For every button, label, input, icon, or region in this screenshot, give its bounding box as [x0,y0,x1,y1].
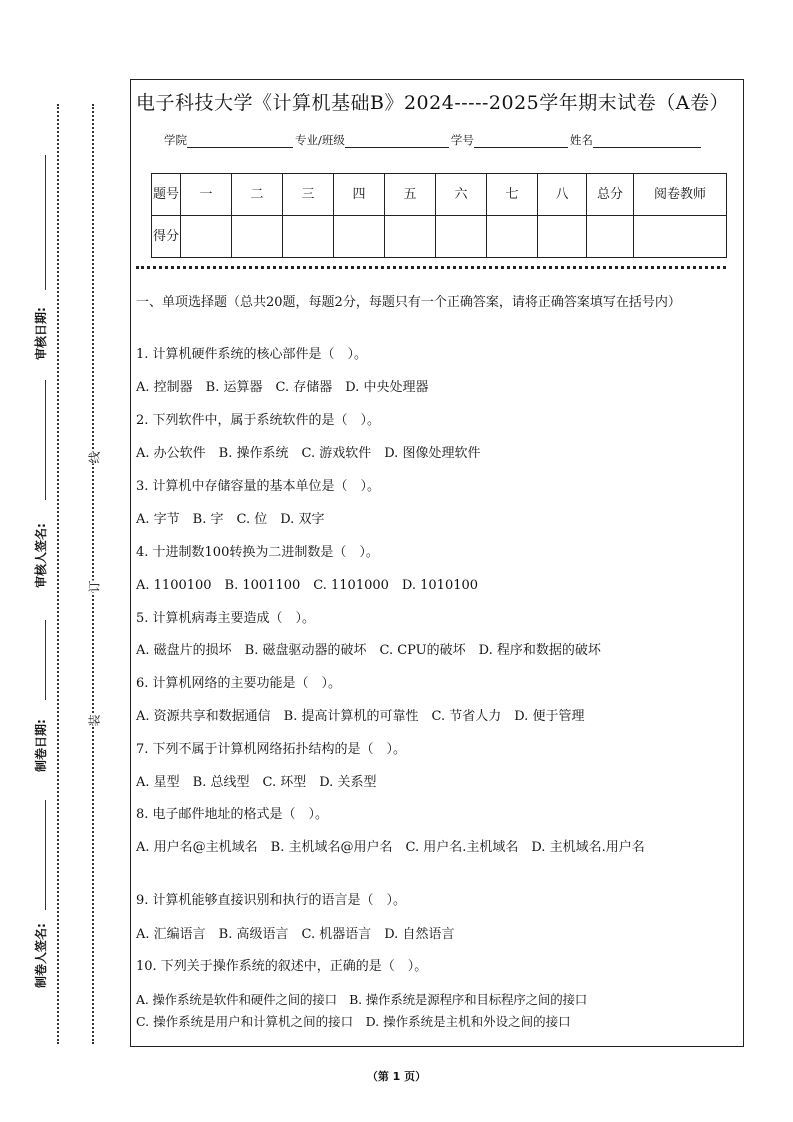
col-grader: 阅卷教师 [634,174,727,216]
col-1: 一 [181,174,232,216]
score-cell[interactable] [334,216,385,258]
student-id-label: 学号 [450,133,474,147]
options-4: A. 1100100 B. 1001100 C. 1101000 D. 1010100 [136,578,479,593]
section-heading: 一、单项选择题（总共20题，每题2分，每题只有一个正确答案，请将正确答案填写在括号内） [136,295,681,310]
score-cell[interactable] [232,216,283,258]
maker-signature-label: 制卷人签名: [34,923,48,988]
options-6: A. 资源共享和数据通信 B. 提高计算机的可靠性 C. 节省人力 D. 便于管理 [136,709,585,724]
col-6: 六 [436,174,487,216]
score-cell[interactable] [385,216,436,258]
question-3: 3. 计算机中存储容量的基本单位是（ ）。 [136,479,381,494]
major-class-label: 专业/班级 [295,133,345,147]
college-field[interactable] [187,133,293,148]
reviewer-date-line [45,155,46,290]
dotted-separator [136,266,726,269]
exam-title: 电子科技大学《计算机基础B》2024-----2025学年期末试卷（A卷） [136,92,729,114]
maker-date-line [45,620,46,700]
student-id-field[interactable] [474,133,568,148]
question-2: 2. 下列软件中，属于系统软件的是（ ）。 [136,413,381,428]
col-5: 五 [385,174,436,216]
margin-dotted-line-inner [92,104,94,1044]
col-7: 七 [487,174,538,216]
score-label: 得分 [152,216,181,258]
student-info-row [164,132,703,148]
question-8: 8. 电子邮件地址的格式是（ ）。 [136,807,329,822]
question-9: 9. 计算机能够直接识别和执行的语言是（ ）。 [136,893,407,908]
major-class-field[interactable] [345,133,449,148]
score-cell[interactable] [487,216,538,258]
name-label: 姓名 [569,133,593,147]
col-4: 四 [334,174,385,216]
options-1: A. 控制器 B. 运算器 C. 存储器 D. 中央处理器 [136,380,429,395]
question-5: 5. 计算机病毒主要造成（ ）。 [136,611,316,626]
question-6: 6. 计算机网络的主要功能是（ ）。 [136,676,342,691]
question-10: 10. 下列关于操作系统的叙述中，正确的是（ ）。 [136,959,428,974]
binding-margin [0,0,130,1122]
maker-signature-line [45,800,46,910]
score-cell-total[interactable] [587,216,634,258]
score-cell[interactable] [436,216,487,258]
maker-date-label: 制卷日期: [34,719,48,772]
page-number: （第 1 页） [366,1070,427,1083]
options-3: A. 字节 B. 字 C. 位 D. 双字 [136,512,325,527]
score-cell[interactable] [181,216,232,258]
col-2: 二 [232,174,283,216]
question-number-label: 题号 [152,174,181,216]
options-5: A. 磁盘片的损坏 B. 磁盘驱动器的破坏 C. CPU的破坏 D. 程序和数据的破坏 [136,643,601,658]
binding-fold-mark: 装 [84,714,105,726]
options-8: A. 用户名@主机域名 B. 主机域名@用户名 C. 用户名.主机域名 D. 主机域名.用户名 [136,840,645,855]
options-10-line2: C. 操作系统是用户和计算机之间的接口 D. 操作系统是主机和外设之间的接口 [136,1014,571,1029]
score-table [151,173,727,258]
question-1: 1. 计算机硬件系统的核心部件是（ ）。 [136,347,368,362]
score-table-header-row [152,174,727,216]
score-cell-grader[interactable] [634,216,727,258]
margin-dotted-line-outer [57,104,59,1044]
options-10-line1: A. 操作系统是软件和硬件之间的接口 B. 操作系统是源程序和目标程序之间的接口 [136,992,588,1007]
binding-staple-mark: 订 [84,580,105,592]
score-cell[interactable] [283,216,334,258]
options-9: A. 汇编语言 B. 高级语言 C. 机器语言 D. 自然语言 [136,927,455,942]
col-8: 八 [538,174,587,216]
options-7: A. 星型 B. 总线型 C. 环型 D. 关系型 [136,775,377,790]
col-total: 总分 [587,174,634,216]
options-2: A. 办公软件 B. 操作系统 C. 游戏软件 D. 图像处理软件 [136,446,481,461]
college-label: 学院 [164,133,187,147]
reviewer-date-label: 审核日期: [34,307,48,360]
score-table-score-row [152,216,727,258]
binding-line-mark: 线 [84,451,105,463]
reviewer-signature-label: 审核人签名: [34,523,48,588]
question-7: 7. 下列不属于计算机网络拓扑结构的是（ ）。 [136,742,407,757]
col-3: 三 [283,174,334,216]
reviewer-signature-line [45,380,46,500]
question-4: 4. 十进制数100转换为二进制数是（ ）。 [136,545,379,560]
score-cell[interactable] [538,216,587,258]
name-field[interactable] [593,133,701,148]
